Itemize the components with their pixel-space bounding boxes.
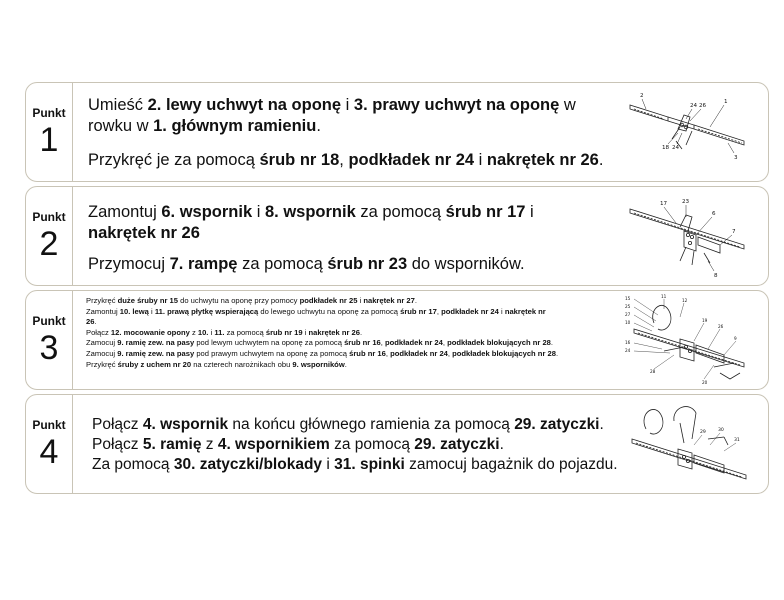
text-run: i (525, 203, 534, 221)
text-run: . (555, 348, 559, 358)
text-run: , (380, 338, 386, 348)
bold-run: podkładek blokujących nr 28 (452, 348, 556, 358)
text-run: , (385, 348, 391, 358)
bold-run: 9. ramię zew. na pasy (117, 338, 195, 348)
text-run: Zamontuj (86, 306, 120, 316)
bold-run: śrub nr 16 (344, 338, 381, 348)
text-run: i (357, 296, 364, 305)
bold-run: śrub nr 19 (265, 327, 303, 337)
bold-run: 7. rampę (169, 255, 238, 273)
text-run: pod prawym uchwytem na oponę za pomocą (194, 348, 350, 358)
text-run: na czterech narożnikach obu (191, 359, 293, 369)
bold-run: podkładek nr 25 (299, 296, 358, 305)
assembly-diagram-step-1 (624, 87, 754, 177)
assembly-diagram-step-2 (624, 191, 754, 281)
text-run: za pomocą (224, 327, 266, 337)
callout-label: 3 (734, 155, 738, 161)
bold-run: śrub nr 17 (445, 203, 526, 221)
text-run: z (189, 327, 198, 337)
bold-run: 2. lewy uchwyt na oponę (147, 96, 342, 114)
bold-run: duże śruby nr 15 (117, 296, 179, 305)
callout-label: 10 (625, 320, 631, 325)
callout-label: 24 (690, 103, 698, 109)
text-run: do wsporników. (407, 255, 525, 273)
callout-label: 8 (714, 273, 718, 279)
bold-run: 3. prawy uchwyt na oponę (353, 96, 560, 114)
text-run: . (94, 317, 97, 327)
step-1 (25, 82, 769, 182)
step-label: Punkt (32, 418, 66, 432)
text-run: Umieść (88, 96, 148, 114)
callout-label: 26 (699, 103, 707, 109)
text-run: do lewego uchwytu na oponę za pomocą (258, 306, 401, 316)
callout-label: 27 (625, 312, 631, 317)
text-run: i (302, 327, 309, 337)
text-run: , (447, 348, 453, 358)
bold-run: 29. zatyczki (514, 416, 600, 433)
step-number-column (26, 83, 73, 181)
text-run: , (442, 338, 448, 348)
text-run: . (599, 416, 604, 433)
instruction-paragraph (86, 349, 616, 360)
step-2 (25, 186, 769, 286)
text-run: . (598, 151, 604, 169)
text-run: i (474, 151, 487, 169)
text-run: i (208, 327, 215, 337)
text-run: w rowku w (88, 96, 576, 135)
bold-run: 10. (197, 327, 209, 337)
step-number: 3 (39, 329, 59, 367)
step-label: Punkt (32, 314, 66, 328)
callout-label: 17 (660, 201, 668, 207)
instruction-paragraph (92, 435, 632, 455)
text-run: Połącz (92, 436, 143, 453)
instruction-paragraph (88, 95, 608, 137)
callout-label: 24 (672, 145, 680, 151)
bold-run: nakrętek nr 26 (486, 151, 599, 169)
assembly-diagram-step-4 (624, 399, 754, 491)
text-run: Przykręć je za pomocą (88, 151, 260, 169)
instruction-paragraph (88, 202, 548, 244)
bold-run: 8. wspornik (265, 203, 356, 221)
instruction-paragraph (86, 328, 616, 339)
instruction-paragraph (92, 455, 632, 475)
bold-run: śrub nr 18 (259, 151, 340, 169)
bold-run: 1. głównym ramieniu (153, 117, 317, 135)
text-run: i (252, 203, 265, 221)
bold-run: podkładek nr 24 (348, 151, 475, 169)
callout-label: 19 (702, 318, 708, 323)
text-run: i (322, 456, 335, 473)
text-run: pod lewym uchwytem na oponę za pomocą (194, 338, 345, 348)
bold-run: nakrętek nr 26 (88, 224, 200, 242)
bold-run: podkładek nr 24 (441, 306, 499, 316)
bold-run: 30. zatyczki/blokady (173, 456, 323, 473)
callout-label: 20 (702, 380, 708, 385)
callout-label: 28 (650, 369, 656, 374)
text-run: Zamocuj (86, 348, 118, 358)
text-run: . (414, 296, 417, 305)
text-run: za pomocą (237, 255, 328, 273)
step-label: Punkt (32, 106, 66, 120)
bold-run: 31. spinki (334, 456, 405, 473)
step-instructions (88, 95, 608, 171)
bold-run: 10. lewą (119, 306, 149, 316)
text-run: Przykręć (86, 296, 118, 305)
callout-label: 7 (732, 229, 736, 235)
bold-run: nakrętek nr 26 (86, 306, 546, 327)
bold-run: 5. ramię (142, 436, 202, 453)
step-4 (25, 394, 769, 494)
callout-label: 16 (625, 340, 631, 345)
bold-run: 4. wspornikiem (217, 436, 330, 453)
callout-label: 9 (734, 336, 737, 341)
step-instructions (86, 296, 616, 370)
text-run: na końcu głównego ramienia za pomocą (228, 416, 515, 433)
bold-run: 11. prawą płytkę wspierającą (154, 306, 259, 316)
text-run: i (498, 306, 505, 316)
bold-run: 11. (214, 327, 225, 337)
text-run: Zamocuj (86, 338, 118, 348)
bold-run: 4. wspornik (142, 416, 229, 433)
step-label: Punkt (32, 210, 66, 224)
bold-run: podkładek nr 24 (385, 338, 443, 348)
callout-label: 23 (682, 199, 690, 205)
text-run: Połącz (92, 416, 143, 433)
callout-label: 1 (724, 99, 728, 105)
instruction-paragraph (88, 254, 548, 275)
callout-label: 25 (625, 304, 631, 309)
bold-run: 9. ramię zew. na pasy (117, 348, 195, 358)
text-run: za pomocą (329, 436, 415, 453)
instruction-paragraph (88, 150, 608, 171)
text-run: . (344, 359, 347, 369)
text-run: , (436, 306, 442, 316)
step-number: 4 (39, 433, 59, 471)
callout-label: 30 (718, 428, 724, 433)
instruction-paragraph (92, 415, 632, 435)
text-run: Połącz (86, 327, 111, 337)
text-run: Zamontuj (88, 203, 162, 221)
callout-label: 12 (682, 298, 688, 303)
instruction-paragraph (86, 360, 616, 371)
callout-label: 26 (718, 324, 724, 329)
bold-run: śruby z uchem nr 20 (117, 359, 192, 369)
step-number: 1 (39, 121, 59, 159)
bold-run: śrub nr 23 (327, 255, 408, 273)
callout-label: 6 (712, 211, 716, 217)
text-run: za pomocą (355, 203, 446, 221)
callout-label: 2 (640, 93, 644, 99)
step-instructions (92, 415, 632, 475)
text-run: , (339, 151, 349, 169)
text-run: Przymocuj (88, 255, 170, 273)
bold-run: 9. wsporników (292, 359, 345, 369)
bold-run: podkładek blokujących nr 28 (447, 338, 551, 348)
step-instructions (88, 202, 548, 275)
text-run: z (201, 436, 218, 453)
step-3 (25, 290, 769, 390)
bold-run: nakrętek nr 26 (308, 327, 360, 337)
text-run: zamocuj bagażnik do pojazdu. (404, 456, 618, 473)
instruction-paragraph (86, 296, 616, 307)
callout-label: 15 (625, 296, 631, 301)
step-number-column (26, 187, 73, 285)
text-run: . (499, 436, 504, 453)
step-number-column (26, 395, 73, 493)
callout-label: 18 (662, 145, 670, 151)
callout-label: 29 (700, 430, 706, 435)
callout-label: 24 (625, 348, 631, 353)
callout-label: 11 (661, 294, 667, 299)
bold-run: 6. wspornik (161, 203, 253, 221)
callout-label: 31 (734, 438, 740, 443)
text-run: . (550, 338, 554, 348)
bold-run: śrub nr 17 (400, 306, 437, 316)
text-run: . (316, 117, 321, 135)
bold-run: 12. mocowanie opony (110, 327, 190, 337)
bold-run: śrub nr 16 (349, 348, 386, 358)
text-run: . (360, 327, 363, 337)
text-run: i (148, 306, 155, 316)
bold-run: 29. zatyczki (414, 436, 500, 453)
instruction-paragraph (86, 338, 556, 349)
text-run: i (341, 96, 354, 114)
text-run: do uchwytu na oponę przy pomocy (178, 296, 300, 305)
assembly-diagram-step-3 (624, 293, 754, 387)
bold-run: nakrętek nr 27 (363, 296, 415, 305)
text-run: Przykręć (86, 359, 118, 369)
bold-run: podkładek nr 24 (390, 348, 448, 358)
text-run: Za pomocą (92, 456, 174, 473)
step-number: 2 (39, 225, 59, 263)
step-number-column (26, 291, 73, 389)
instruction-paragraph (86, 307, 556, 328)
